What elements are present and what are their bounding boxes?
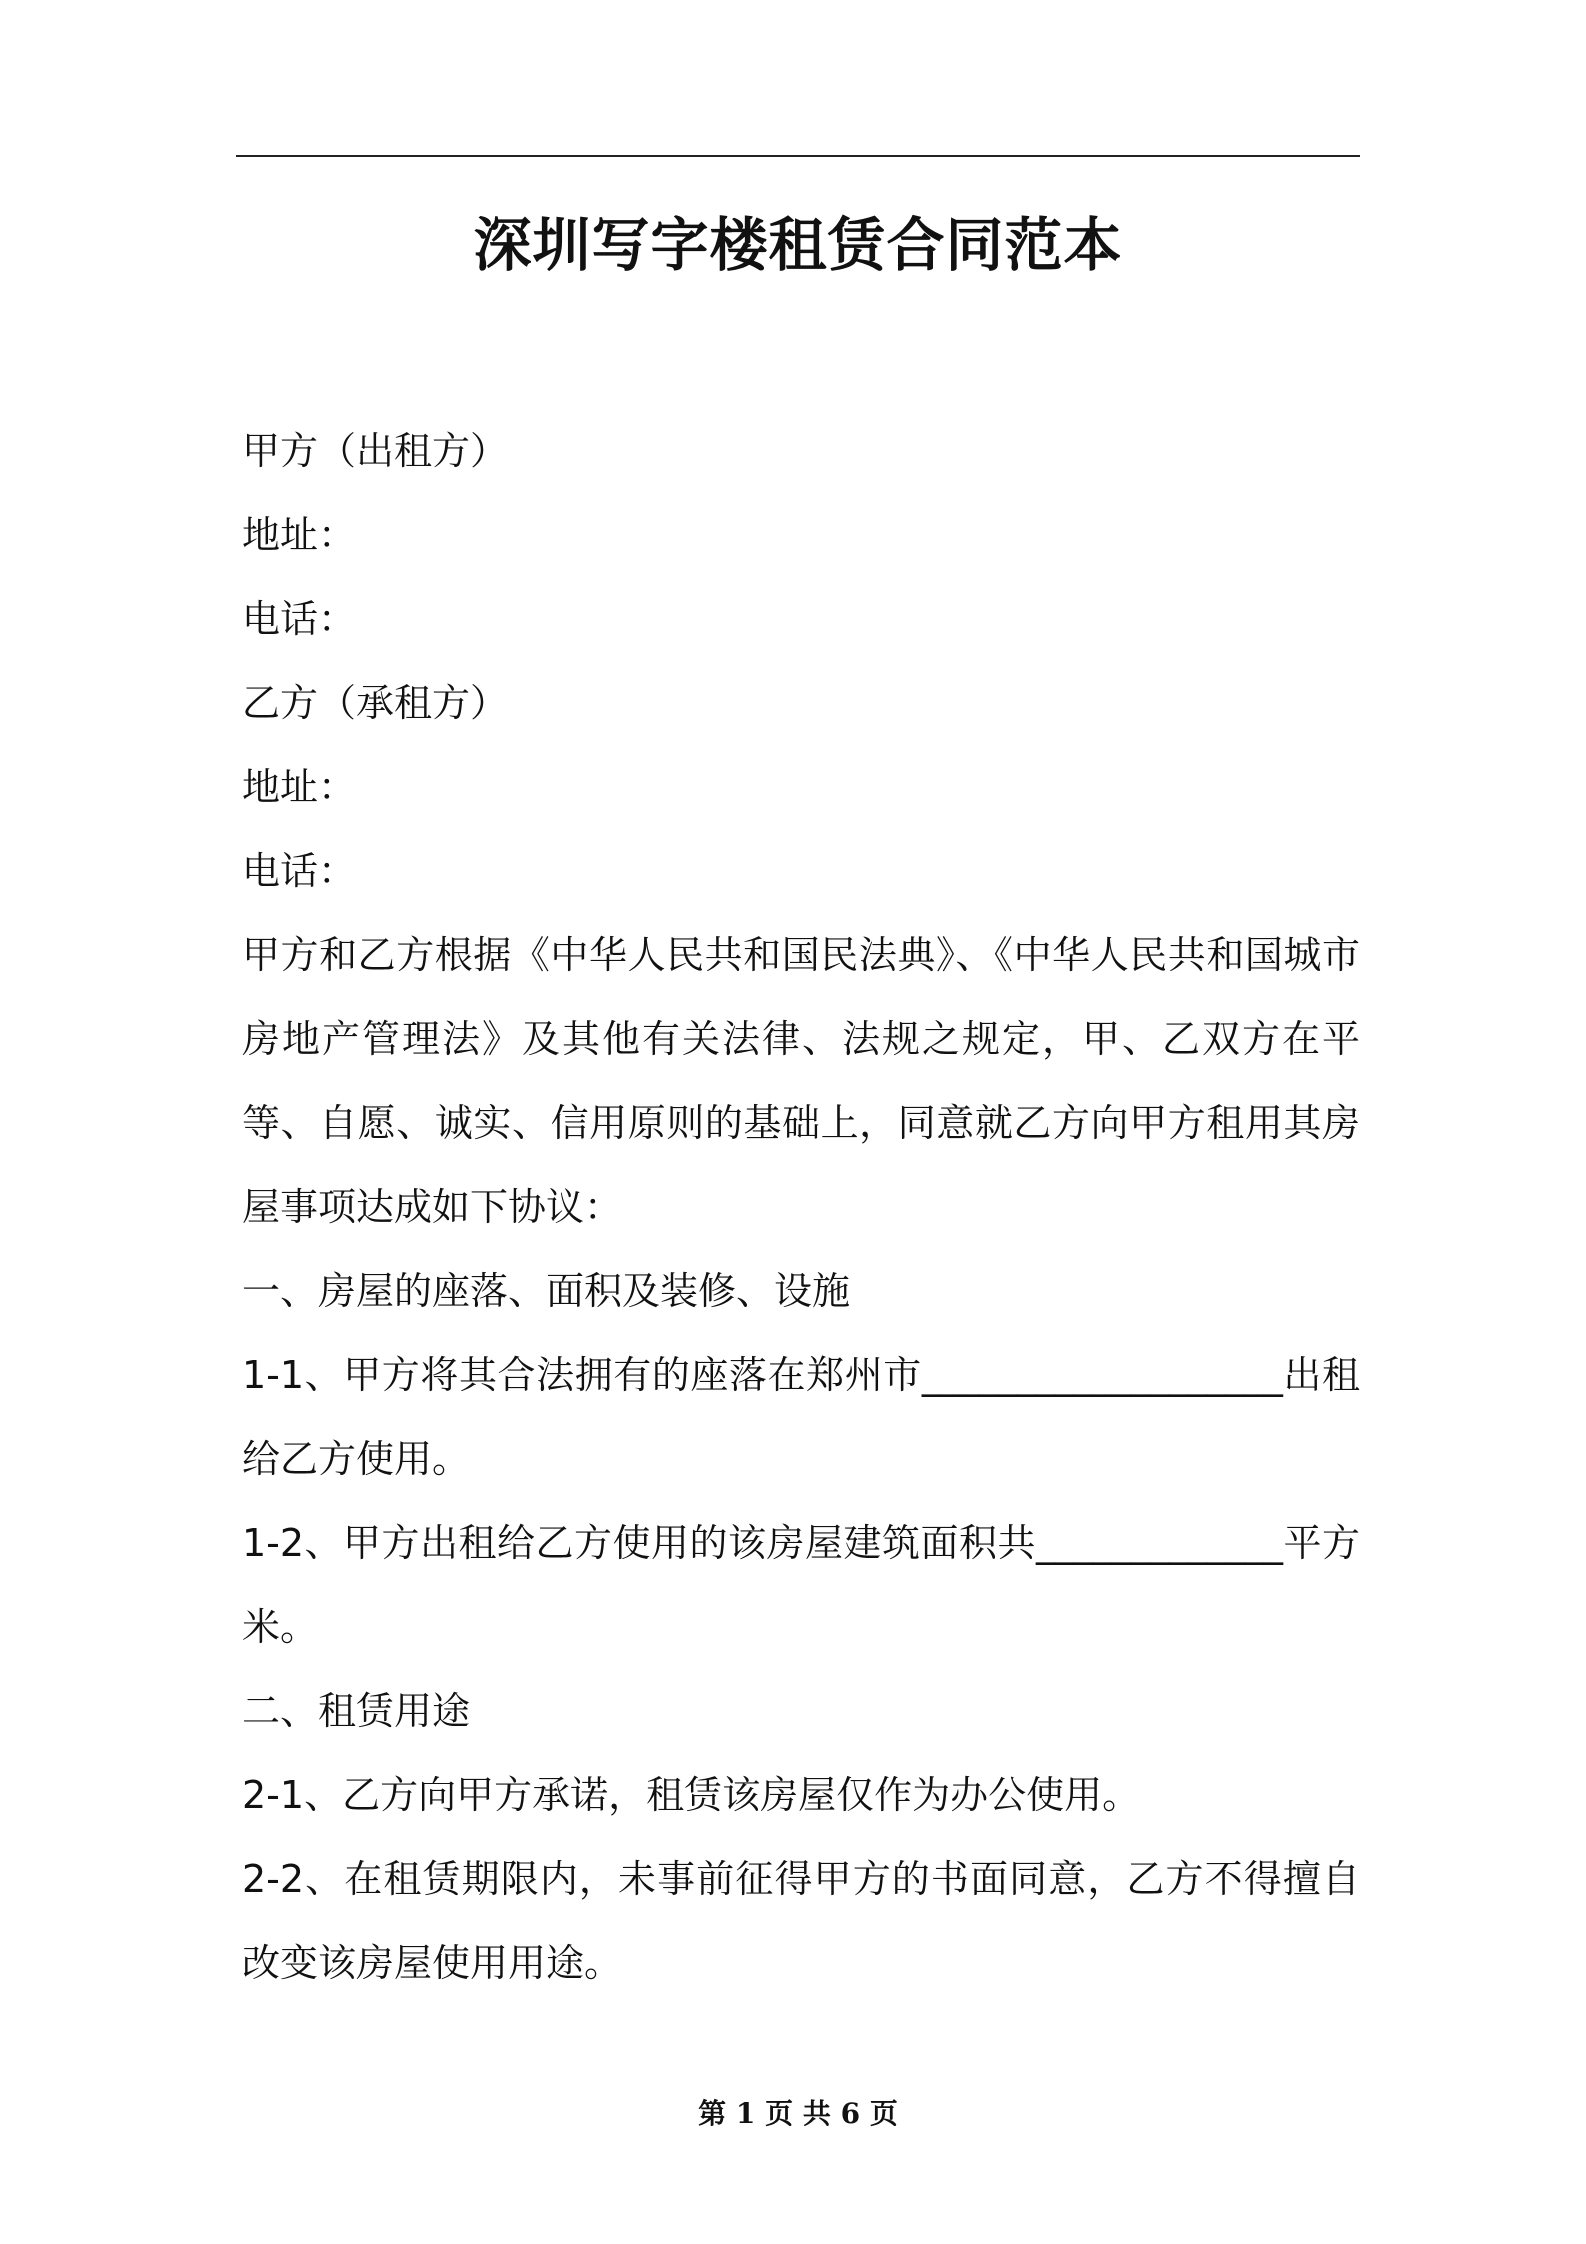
contract-body [242, 409, 1360, 2005]
party-a-address-label: 地址： [242, 513, 357, 557]
preamble-paragraph: 甲方和乙方根据《中华人民共和国民法典》、《中华人民共和国城市房地产管理法》及其他有关法律、法规之规定，甲、乙双方在平等、自愿、诚实、信用原则的基础上，同意就乙方向甲方租用其房屋事项达成如下协议： [242, 933, 1360, 1229]
party-a-phone-label: 电话： [242, 597, 357, 641]
party-b-phone-label: 电话： [242, 849, 357, 893]
header-rule [236, 155, 1360, 157]
section-2-heading: 二、租赁用途 [242, 1689, 471, 1733]
section-1-heading: 一、房屋的座落、面积及装修、设施 [242, 1269, 851, 1313]
page-number-footer: 第 1 页 共 6 页 [698, 2097, 898, 2130]
clause-2-2: 2-2、在租赁期限内，未事前征得甲方的书面同意，乙方不得擅自改变该房屋使用用途。 [242, 1857, 1360, 1985]
document-title: 深圳写字楼租赁合同范本 [473, 211, 1123, 279]
clause-2-1: 2-1、乙方向甲方承诺，租赁该房屋仅作为办公使用。 [242, 1773, 1141, 1817]
clause-1-1: 1-1、甲方将其合法拥有的座落在郑州市___________________出租给乙方使用。 [242, 1353, 1360, 1481]
clause-1-2: 1-2、甲方出租给乙方使用的该房屋建筑面积共_____________平方米。 [242, 1521, 1360, 1649]
party-b-address-label: 地址： [242, 765, 357, 809]
party-a-heading: 甲方（出租方） [242, 429, 509, 473]
party-b-heading: 乙方（承租方） [242, 681, 509, 725]
